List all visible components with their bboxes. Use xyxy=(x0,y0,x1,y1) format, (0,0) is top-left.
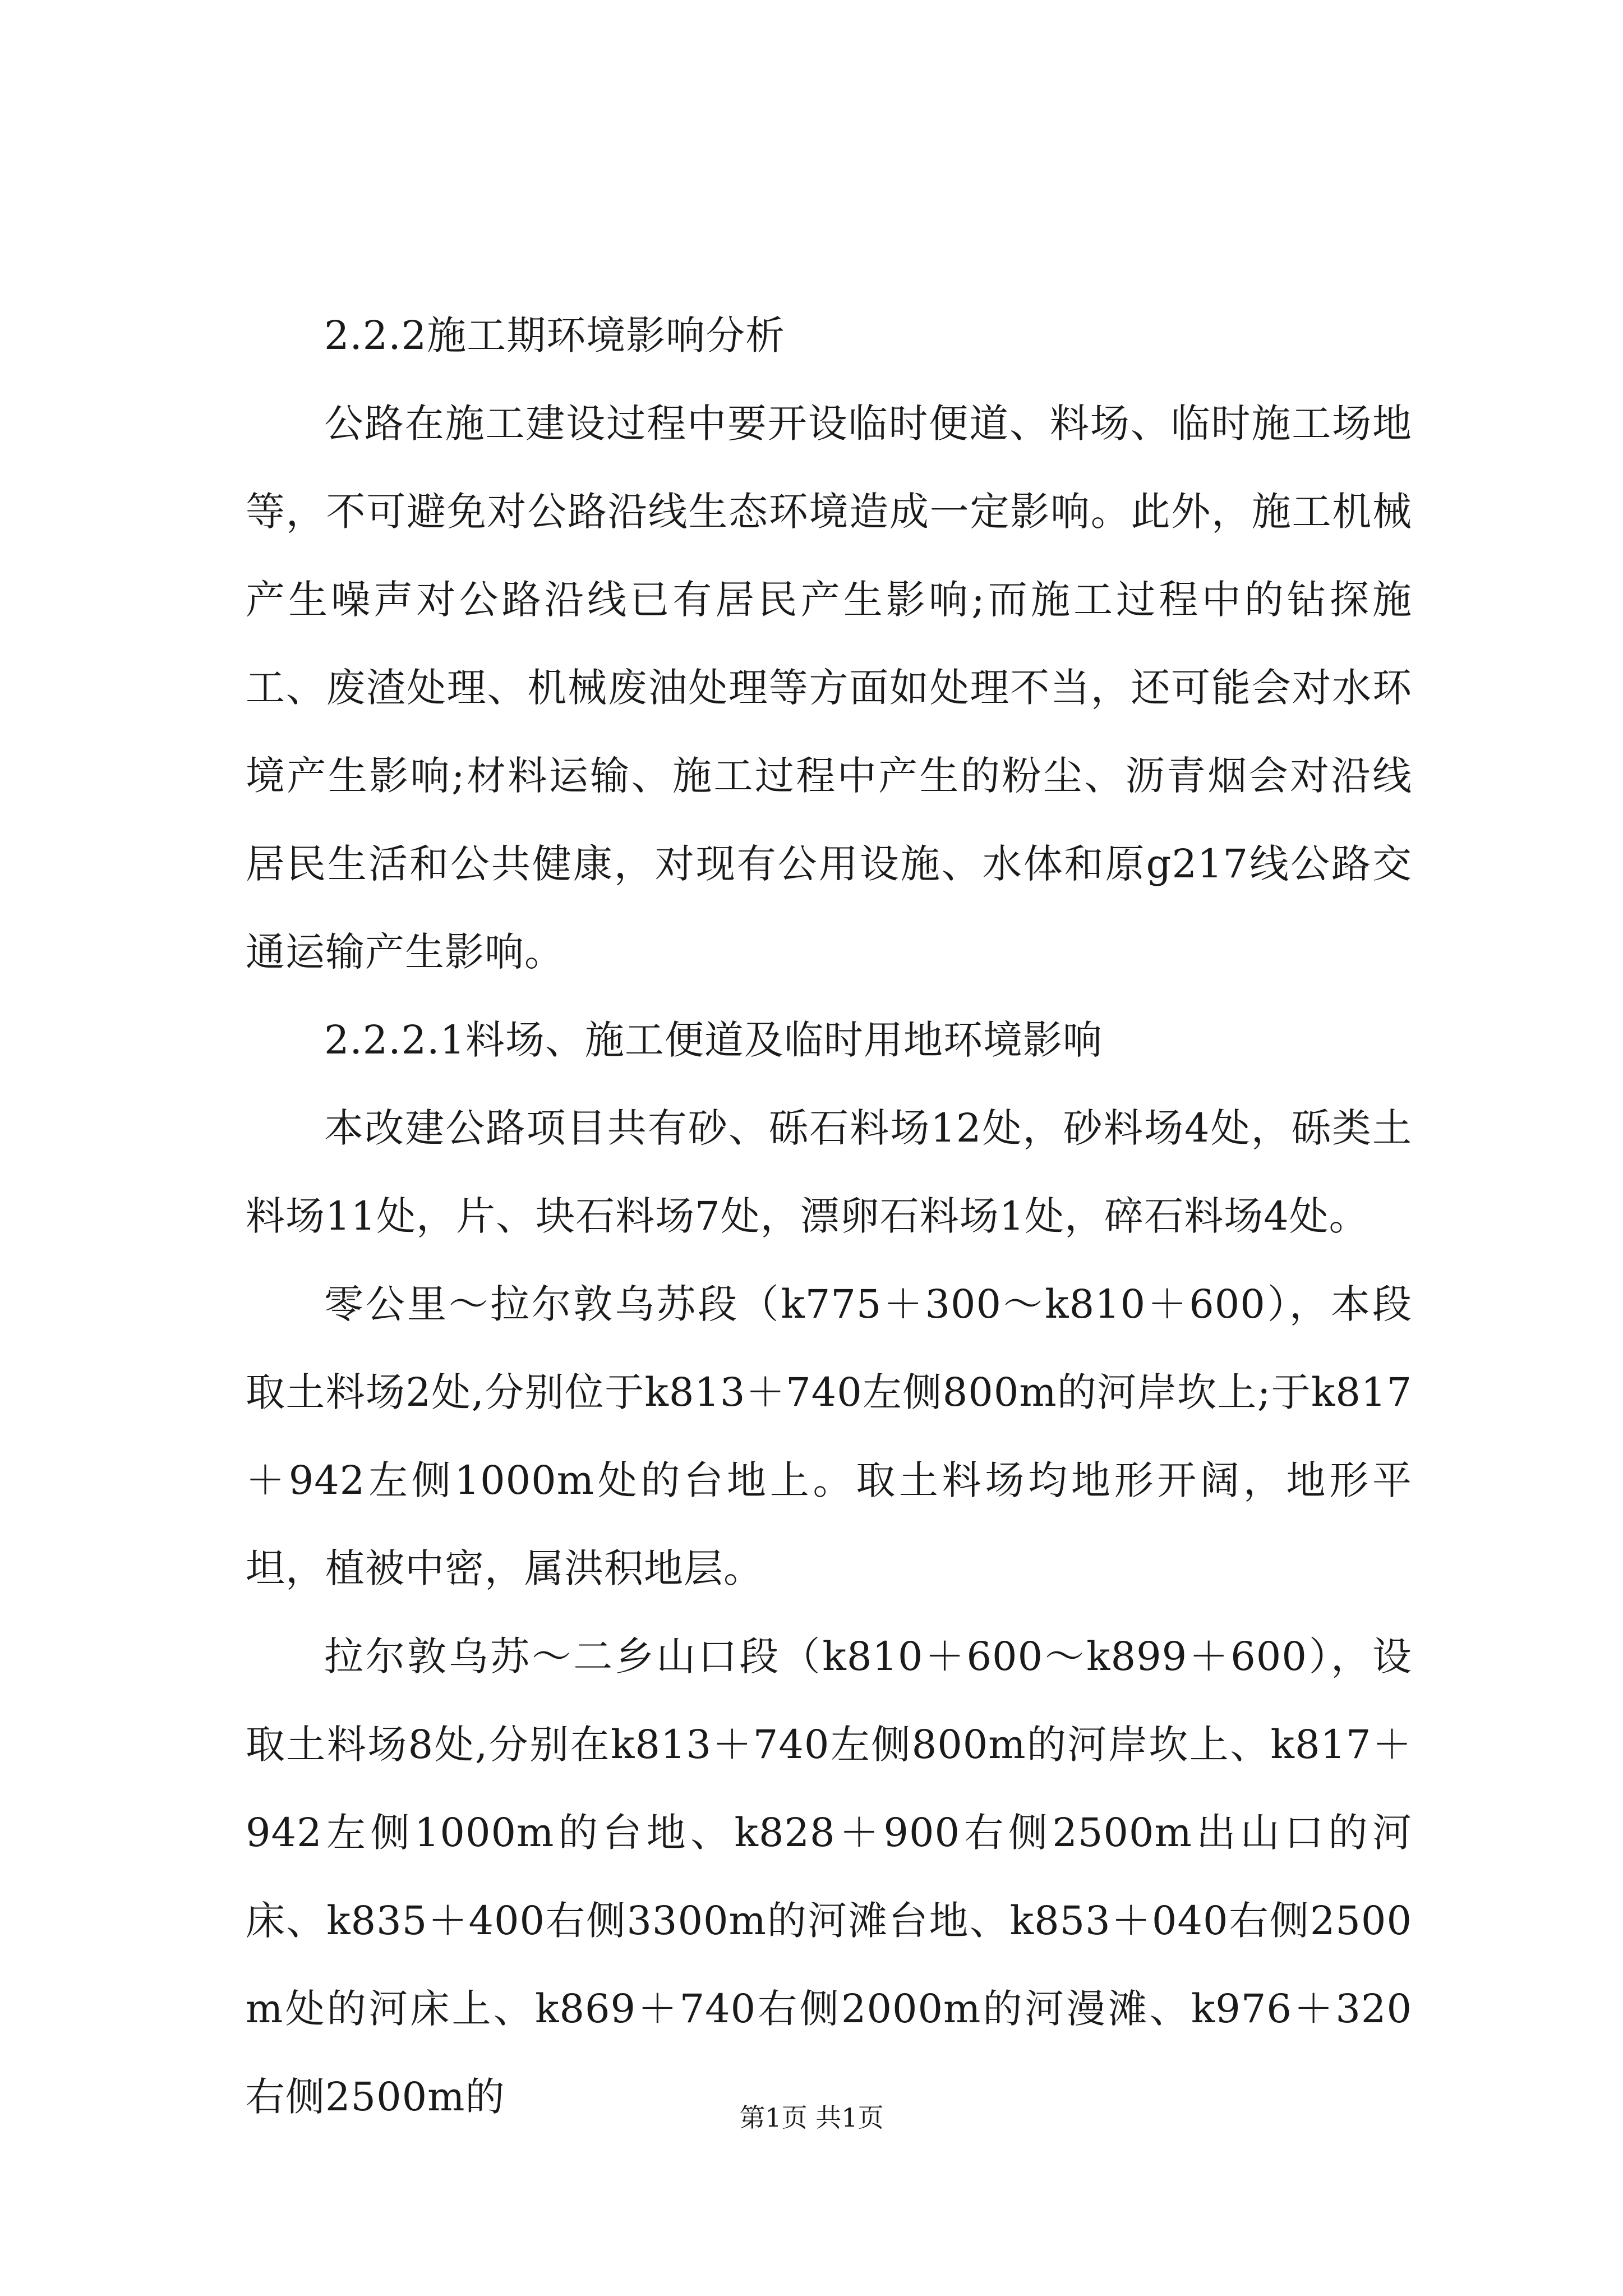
page-number: 第1页 共1页 xyxy=(739,2102,884,2133)
page-footer xyxy=(0,2101,1623,2134)
document-body xyxy=(246,292,1412,2141)
subsection-heading: 2.2.2.1料场、施工便道及临时用地环境影响 xyxy=(324,1017,1103,1063)
section-heading: 2.2.2施工期环境影响分析 xyxy=(324,312,786,358)
paragraph: 拉尔敦乌苏～二乡山口段（k810＋600～k899＋600），设取土料场8处,分别在k813＋740左侧800m的河岸坎上、k817＋942左侧1000m的台地、k828＋900右侧2500m出山口的河床、k835＋400右侧3300m的河滩台地、k853＋040右侧2500m处的河床上、k869＋740右侧2000m的河漫滩、k976＋320右侧2500m的 xyxy=(246,1634,1412,2120)
paragraph: 零公里～拉尔敦乌苏段（k775＋300～k810＋600），本段取土料场2处,分别位于k813＋740左侧800m的河岸坎上;于k817＋942左侧1000m处的台地上。取土料场均地形开阔，地形平坦，植被中密，属洪积地层。 xyxy=(246,1281,1412,1591)
paragraph: 公路在施工建设过程中要开设临时便道、料场、临时施工场地等，不可避免对公路沿线生态环境造成一定影响。此外，施工机械产生噪声对公路沿线已有居民产生影响;而施工过程中的钻探施工、废渣处理、机械废油处理等方面如处理不当，还可能会对水环境产生影响;材料运输、施工过程中产生的粉尘、沥青烟会对沿线居民生活和公共健康，对现有公用设施、水体和原g217线公路交通运输产生影响。 xyxy=(246,401,1412,975)
paragraph: 本改建公路项目共有砂、砾石料场12处，砂料场4处，砾类土料场11处，片、块石料场7处，漂卵石料场1处，碎石料场4处。 xyxy=(246,1105,1412,1239)
